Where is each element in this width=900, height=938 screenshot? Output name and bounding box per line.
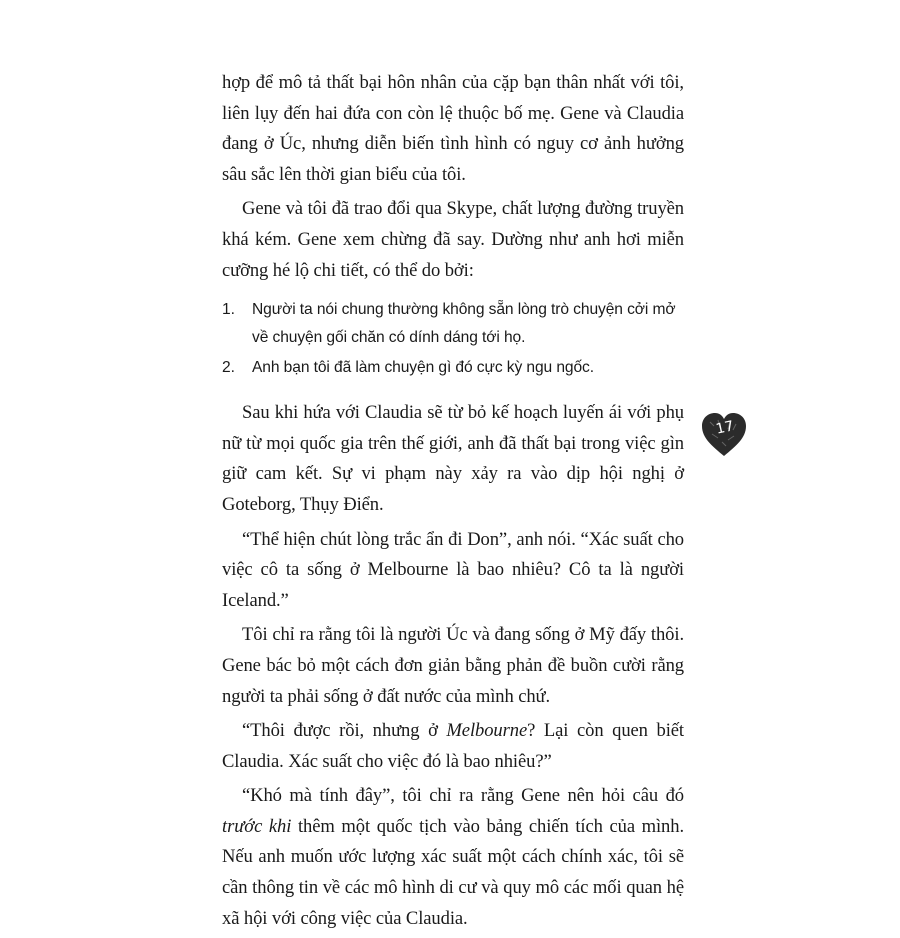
paragraph-6-part-b: ? Lại còn quen biết Claudia. Xác suất cho việc đó là bao nhiêu?” (222, 720, 684, 772)
paragraph-5: Tôi chỉ ra rằng tôi là người Úc và đang sống ở Mỹ đấy thôi. Gene bác bỏ một cách đơn giản bằng phản đề buồn cười rằng người ta phải sống ở đất nước của mình chứ. (222, 624, 684, 707)
list-number: 2. (222, 359, 235, 377)
paragraph-1: hợp để mô tả thất bại hôn nhân của cặp bạn thân nhất với tôi, liên lụy đến hai đứa con còn lệ thuộc bố mẹ. Gene và Claudia đang ở Úc, nhưng diễn biến tình hình có nguy cơ ảnh hưởng sâu sắc lên thời gian biểu của tôi. (222, 72, 684, 185)
paragraph-7-part-b: thêm một quốc tịch vào bảng chiến tích của mình. Nếu anh muốn ước lượng xác suất một cách chính xác, tôi sẽ cần thông tin về các mô hình di cư và quy mô các mối quan hệ xã hội với công việc của Claudia. (222, 815, 685, 929)
paragraph-2: Gene và tôi đã trao đổi qua Skype, chất lượng đường truyền khá kém. Gene xem chừng đã say. Dường như anh hơi miễn cưỡng hé lộ chi tiết, có thể do bởi: (222, 198, 684, 281)
paragraph-7-part-a: “Khó mà tính đây”, tôi chỉ ra rằng Gene nên hỏi câu đó (242, 785, 684, 807)
list-text: Anh bạn tôi đã làm chuyện gì đó cực kỳ ngu ngốc. (252, 359, 594, 377)
paragraph-3: Sau khi hứa với Claudia sẽ từ bỏ kế hoạch luyến ái với phụ nữ từ mọi quốc gia trên thế giới, anh đã thất bại trong việc gìn giữ cam kết. Sự vi phạm này xảy ra vào dịp hội nghị ở Goteborg, Thụy Điển. (222, 402, 684, 515)
paragraph-7-italic: trước khi (222, 815, 292, 837)
paragraph-6 (222, 716, 684, 777)
numbered-list (222, 296, 684, 382)
list-number: 1. (222, 301, 235, 319)
list-item (222, 296, 684, 352)
paragraph-7 (222, 781, 684, 934)
list-item (222, 354, 684, 382)
paragraph-4: “Thể hiện chút lòng trắc ẩn đi Don”, anh nói. “Xác suất cho việc cô ta sống ở Melbourne là bao nhiêu? Cô ta là người Iceland.” (222, 528, 684, 611)
page-text (222, 46, 684, 938)
list-text: Người ta nói chung thường không sẵn lòng trò chuyện cởi mở về chuyện gối chăn có dính dáng tới họ. (252, 301, 676, 347)
page-number: 17 (714, 418, 736, 438)
paragraph-6-italic: Melbourne (446, 720, 528, 742)
paragraph-6-part-a: “Thôi được rồi, nhưng ở (242, 720, 447, 742)
